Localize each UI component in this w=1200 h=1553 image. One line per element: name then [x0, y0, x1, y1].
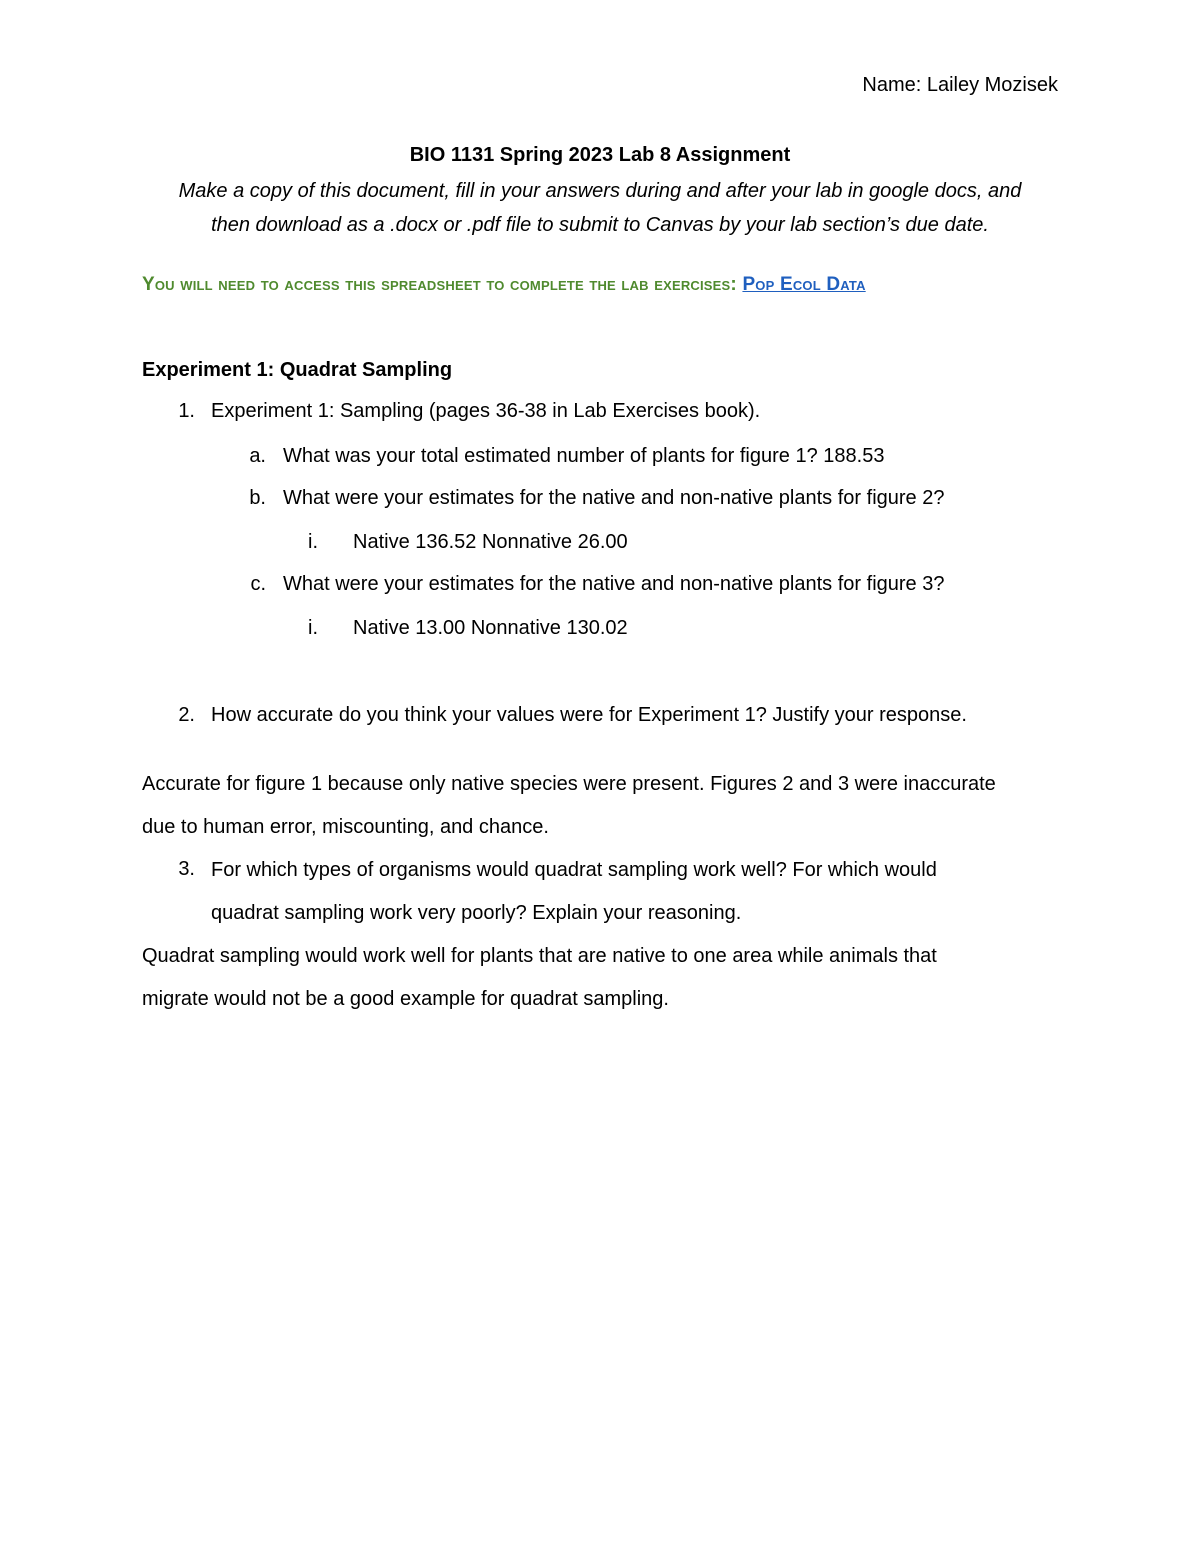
q2-answer-line-1: Accurate for figure 1 because only native species were present. Figures 2 and 3 were inaccurate — [142, 773, 996, 795]
student-name: Name: Lailey Mozisek — [862, 74, 1058, 96]
q1c-text: What were your estimates for the native and non-native plants for figure 3? — [283, 573, 945, 595]
access-notice-text: You will need to access this spreadsheet to complete the lab exercises: — [142, 274, 743, 295]
q1c-i-text: Native 13.00 Nonnative 130.02 — [353, 617, 628, 639]
instructions-line-1: Make a copy of this document, fill in your answers during and after your lab in google docs, and — [178, 180, 1022, 202]
q1a-label: a. — [249, 445, 266, 467]
assignment-title: BIO 1131 Spring 2023 Lab 8 Assignment — [409, 144, 791, 166]
q3-text-line-1: For which types of organisms would quadrat sampling work well? For which would — [211, 859, 937, 881]
q2-text: How accurate do you think your values were for Experiment 1? Justify your response. — [211, 704, 967, 726]
access-notice — [142, 274, 866, 296]
q3-answer — [142, 935, 937, 1021]
q1b-text: What were your estimates for the native and non-native plants for figure 2? — [283, 487, 945, 509]
section-heading: Experiment 1: Quadrat Sampling — [142, 359, 453, 381]
q1c-label: c. — [250, 573, 266, 595]
q1a-text: What was your total estimated number of plants for figure 1? 188.53 — [283, 445, 885, 467]
instructions — [0, 174, 1200, 242]
q1c-i-label: i. — [308, 617, 318, 639]
q1b-i-label: i. — [308, 531, 318, 553]
q3-text-line-2: quadrat sampling work very poorly? Explain your reasoning. — [211, 902, 742, 924]
spreadsheet-link[interactable]: Pop Ecol Data — [742, 274, 866, 295]
q1b-i-text: Native 136.52 Nonnative 26.00 — [353, 531, 628, 553]
q2-number: 2. — [178, 704, 195, 726]
q3-answer-line-1: Quadrat sampling would work well for plants that are native to one area while animals that — [142, 945, 937, 967]
q1b-label: b. — [249, 487, 266, 509]
q3-answer-line-2: migrate would not be a good example for quadrat sampling. — [142, 988, 669, 1010]
q2-answer-line-2: due to human error, miscounting, and chance. — [142, 816, 549, 838]
q3-number: 3. — [178, 858, 195, 880]
q1-text: Experiment 1: Sampling (pages 36-38 in Lab Exercises book). — [211, 400, 761, 422]
instructions-line-2: then download as a .docx or .pdf file to submit to Canvas by your lab section’s due date. — [211, 214, 989, 236]
q2-answer — [142, 763, 996, 849]
q1-number: 1. — [178, 400, 195, 422]
q3-text — [211, 849, 937, 935]
